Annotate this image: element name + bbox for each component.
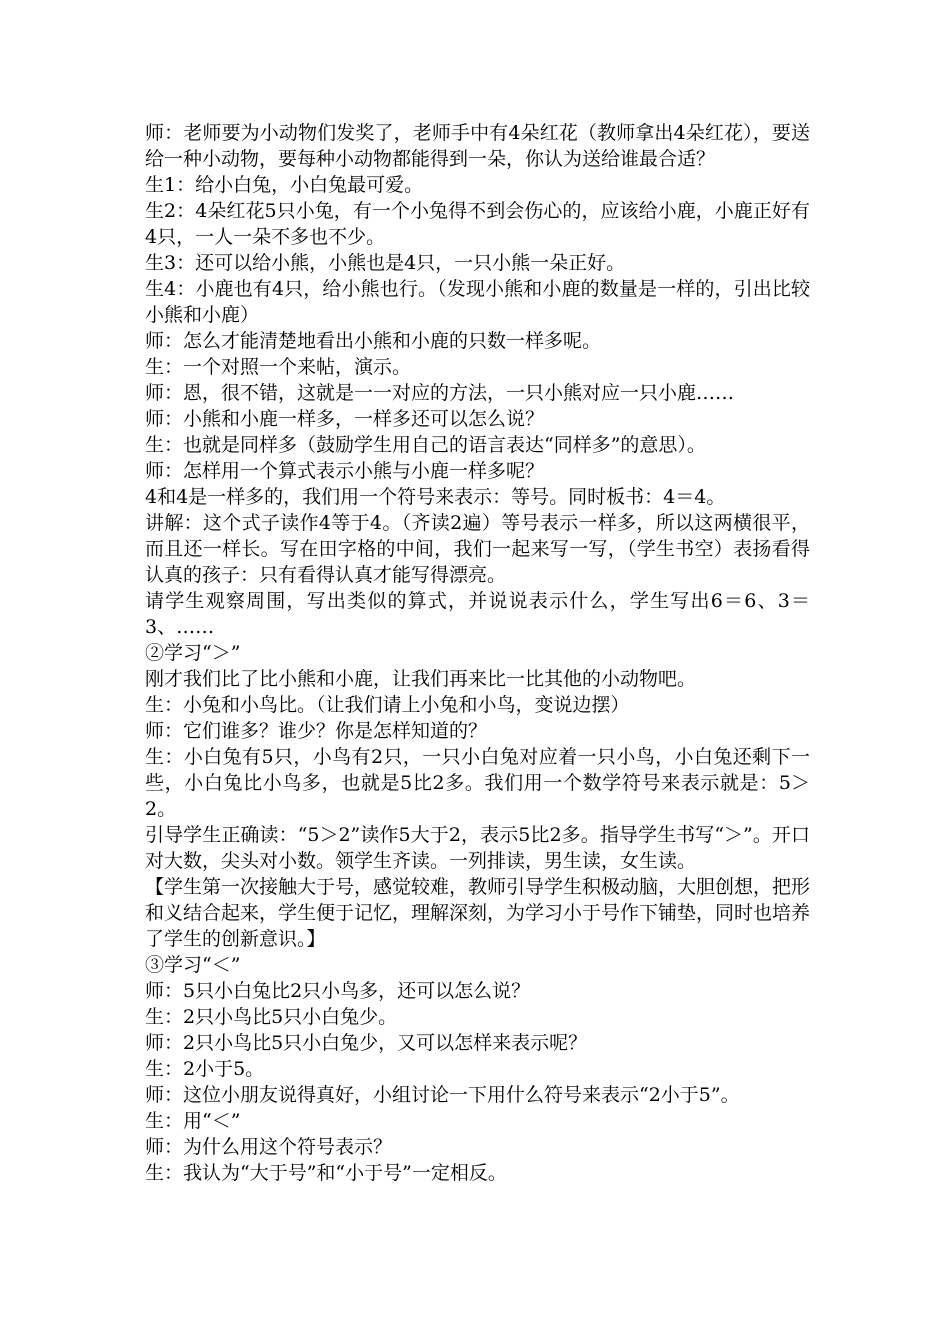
teaching-note: 【学生第一次接触大于号，感觉较难，教师引导学生积极动脑，大胆创想，把形和义结合起来，学生便于记忆，理解深刻，为学习小于号作下铺垫，同时也培养了学生的创新意识。】: [145, 876, 811, 950]
paragraph: 师：为什么用这个符号表示？: [145, 1136, 393, 1158]
paragraph: 生：一个对照一个来帖，演示。: [145, 356, 412, 378]
paragraph: 师：2只小鸟比5只小白兔少，又可以怎样来表示呢？: [145, 1032, 588, 1054]
paragraph: 生3：还可以给小熊，小熊也是4只，一只小熊一朵正好。: [145, 252, 626, 274]
paragraph: 生：我认为“大于号”和“小于号”一定相反。: [145, 1162, 507, 1184]
paragraph: 生2：4朵红花5只小兔，有一个小兔得不到会伤心的，应该给小鹿，小鹿正好有4只，一人一朵不多也不少。: [145, 200, 810, 248]
paragraph: 师：怎样用一个算式表示小熊与小鹿一样多呢？: [145, 460, 545, 482]
paragraph: 刚才我们比了比小熊和小鹿，让我们再来比一比其他的小动物吧。: [145, 668, 697, 690]
paragraph: 师：老师要为小动物们发奖了，老师手中有4朵红花（教师拿出4朵红花），要送给一种小动物，要每种小动物都能得到一朵，你认为送给谁最合适？: [145, 122, 810, 170]
paragraph: 生：2只小鸟比5只小白兔少。: [145, 1006, 398, 1028]
paragraph: 4和4是一样多的，我们用一个符号来表示：等号。同时板书：4＝4。: [145, 486, 726, 508]
paragraph: 引导学生正确读：“5＞2”读作5大于2，表示5比2多。指导学生书写“＞”。开口对大数，尖头对小数。领学生齐读。一列排读，男生读，女生读。: [145, 824, 810, 872]
paragraph: 生：小白兔有5只，小鸟有2只，一只小白兔对应着一只小鸟，小白兔还剩下一些，小白兔比小鸟多，也就是5比2多。我们用一个数学符号来表示就是：5＞2。: [145, 746, 810, 820]
paragraph: 师：恩，很不错，这就是一一对应的方法，一只小熊对应一只小鹿……: [145, 382, 735, 404]
paragraph: 生：用“＜”: [145, 1110, 241, 1132]
paragraph: 生：2小于5。: [145, 1058, 265, 1080]
section-heading: ②学习“＞”: [145, 642, 241, 664]
paragraph: 师：5只小白兔比2只小鸟多，还可以怎么说？: [145, 980, 531, 1002]
paragraph: 师：怎么才能清楚地看出小熊和小鹿的只数一样多呢。: [145, 330, 602, 352]
paragraph: 师：这位小朋友说得真好，小组讨论一下用什么符号来表示“2小于5”。: [145, 1084, 740, 1106]
paragraph: 讲解：这个式子读作4等于4。（齐读2遍）等号表示一样多，所以这两横很平，而且还一样长。写在田字格的中间，我们一起来写一写，（学生书空）表扬看得认真的孩子：只有看得认真才能写得漂亮。: [145, 512, 810, 586]
paragraph: 生1：给小白兔，小白兔最可爱。: [145, 174, 424, 196]
paragraph: 请学生观察周围，写出类似的算式，并说说表示什么，学生写出6＝6、3＝3、……: [145, 590, 810, 638]
paragraph: 生：也就是同样多（鼓励学生用自己的语言表达“同样多”的意思）。: [145, 434, 706, 456]
document-page: [145, 120, 810, 1186]
paragraph: 生：小兔和小鸟比。（让我们请上小兔和小鸟，变说边摆）: [145, 694, 630, 716]
paragraph: 师：小熊和小鹿一样多，一样多还可以怎么说？: [145, 408, 545, 430]
section-heading: ③学习“＜”: [145, 954, 241, 976]
paragraph: 生4：小鹿也有4只，给小熊也行。（发现小熊和小鹿的数量是一样的，引出比较小熊和小鹿）: [145, 278, 810, 326]
paragraph: 师：它们谁多？谁少？你是怎样知道的？: [145, 720, 488, 742]
